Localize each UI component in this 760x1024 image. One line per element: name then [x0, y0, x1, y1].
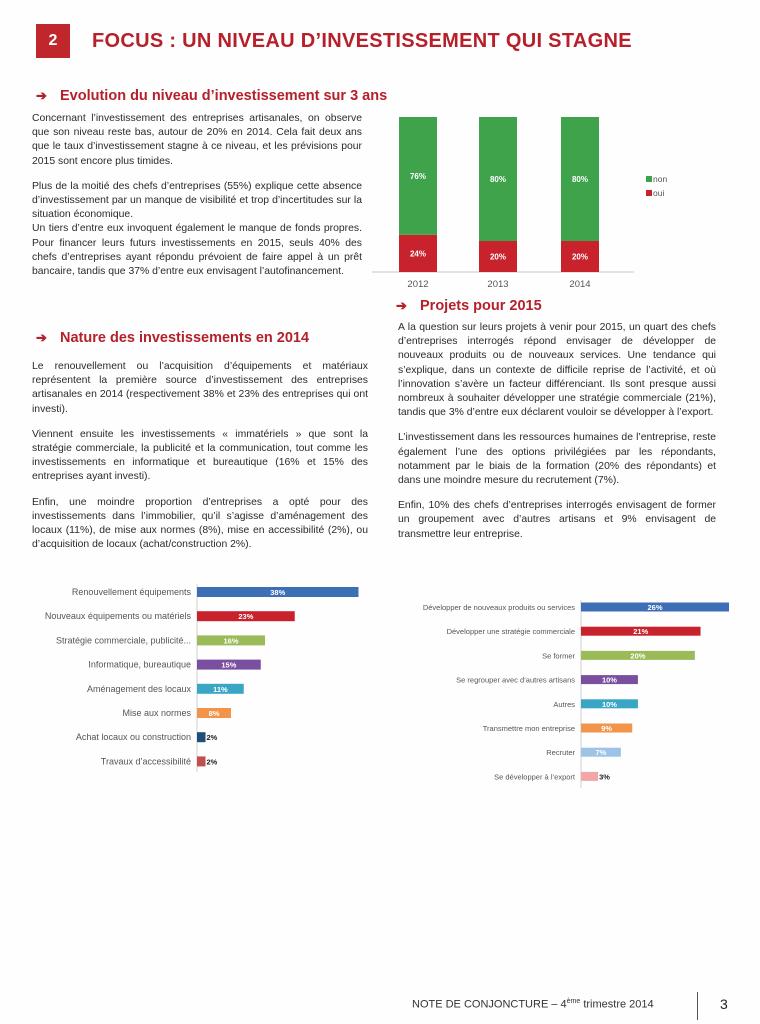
data-label: 15% [221, 660, 237, 670]
category-label: Achat locaux ou construction [75, 732, 191, 743]
page-number: 3 [720, 996, 728, 1012]
category-label: Se développer à l’export [494, 772, 575, 782]
data-label: 80% [571, 175, 589, 184]
paragraph: Enfin, 10% des chefs d’entreprises interrogés envisagent de former un groupement avec d’autres artisans et 9% envisagent de transmettre leur entreprise. [398, 500, 716, 540]
category-label: Développer de nouveaux produits ou services [422, 603, 575, 612]
data-label: 26% [647, 603, 663, 612]
category-label: Aménagement des locaux [86, 683, 191, 694]
section-heading-nature [36, 330, 309, 346]
footer-note-prefix: NOTE DE CONJONCTURE – 4 [412, 998, 567, 1011]
x-tick-label: 2014 [569, 279, 591, 290]
section-heading-evolution-text: Evolution du niveau d’investissement sur 3 ans [60, 88, 388, 104]
arrow-right-icon: ➔ [396, 298, 407, 313]
bar [197, 756, 206, 766]
data-label: 80% [489, 175, 507, 184]
category-label: Renouvellement équipements [71, 587, 191, 597]
arrow-right-icon: ➔ [36, 330, 47, 345]
evolution-text [32, 112, 362, 290]
data-label: 23% [238, 612, 254, 622]
paragraph: Concernant l’investissement des entreprises artisanales, on observe que son niveau reste bas, autour de 20% en 2014. Cela fait deux ans que le taux d’investissement stagne à ce niveau, et les prévisions pour 2015 sont encore plus timides. [32, 113, 362, 167]
data-label: 76% [409, 171, 427, 181]
section-heading-nature-text: Nature des investissements en 2014 [60, 330, 310, 346]
data-label: 10% [601, 675, 617, 685]
paragraph: L’investissement dans les ressources humaines de l’entreprise, reste également l’une des options privilégiées par les répondants, notamment par le biais de la formation (20% des répondants) et dans une moindre mesure du recrutement (7%). [398, 432, 716, 487]
data-label: 7% [595, 748, 607, 758]
data-label: 8% [208, 709, 220, 718]
category-label: Développer une stratégie commerciale [446, 627, 575, 637]
x-tick-label: 2012 [407, 279, 429, 290]
stacked-bar-chart [372, 110, 692, 295]
footer-divider [697, 992, 698, 1020]
legend-label: non [653, 174, 668, 184]
legend-swatch-non [646, 176, 652, 182]
data-label: 20% [571, 252, 589, 262]
data-label: 3% [599, 772, 610, 782]
page-title: FOCUS : UN NIVEAU D’INVESTISSEMENT QUI STAGNE [92, 30, 632, 52]
paragraph: Plus de la moitié des chefs d’entreprises (55%) explique cette absence d’investissement par un manque de visibilité et trop d’incertitudes sur la situation économique. [32, 180, 362, 221]
data-label: 20% [630, 651, 646, 661]
category-label: Transmettre mon entreprise [482, 724, 575, 733]
bar [581, 772, 598, 781]
nature-investissements-bar-chart [20, 582, 370, 772]
paragraph: Un tiers d’entre eux invoquent également le manque de fonds propres. Pour financer leurs futurs investissements en 2015, seuls 40% des chefs d’entreprises ayant répondu prévoient de faire appel à un prêt bancaire, tandis que 37% d’entre eux envisagent l’autofinancement. [32, 223, 362, 278]
paragraph: A la question sur leurs projets à venir pour 2015, un quart des chefs d’entreprises interrogés répond envisager de développer de nouveaux produits ou de nouveaux services. Une tendance qui s’explique, dans un contexte de difficile reprise de l’activité, et où l’innovation s’avère un facteur différenciant. Ils sont presque aussi nombreux à souhaiter développer une stratégie commerciale (21%), tandis que 3% d’entre eux déclarent vouloir se développer à l’export. [398, 322, 716, 419]
data-label: 16% [223, 636, 239, 646]
footer-note-superscript: ème [566, 998, 581, 1005]
category-label: Informatique, bureautique [88, 659, 191, 670]
bar [197, 732, 206, 742]
data-label: 21% [633, 627, 649, 637]
footer-note-suffix: trimestre 2014 [580, 998, 654, 1011]
data-label: 11% [213, 684, 228, 694]
paragraph: Le renouvellement ou l’acquisition d’équipements et matériaux représentent la première source d’investissement des entreprises artisanales en 2014 (respectivement 38% et 23% des entreprises qui ont investi). [32, 361, 368, 415]
category-label: Stratégie commerciale, publicité... [55, 635, 191, 646]
section-heading-projets-text: Projets pour 2015 [420, 298, 542, 314]
data-label: 24% [409, 249, 427, 259]
projets-text [398, 321, 716, 553]
data-label: 20% [489, 252, 507, 262]
category-label: Se former [542, 651, 575, 661]
category-label: Recruter [546, 748, 575, 758]
category-label: Travaux d’accessibilité [100, 756, 191, 767]
category-label: Nouveaux équipements ou matériels [44, 611, 191, 622]
legend-swatch-oui [646, 190, 652, 196]
data-label: 10% [601, 699, 617, 709]
section-heading-evolution [36, 88, 387, 104]
paragraph: Viennent ensuite les investissements « immatériels » que sont la stratégie commerciale, la publicité et la communication, tout comme les investissements en informatique et bureautique (16% et 15% des entreprises ayant investi). [32, 428, 368, 483]
category-label: Autres [553, 699, 575, 709]
footer-note [412, 998, 654, 1011]
category-label: Se regrouper avec d’autres artisans [456, 675, 575, 685]
legend-label: oui [653, 188, 665, 198]
arrow-right-icon: ➔ [36, 88, 47, 103]
data-label: 2% [206, 733, 218, 743]
x-tick-label: 2013 [487, 279, 509, 290]
paragraph: Enfin, une moindre proportion d’entreprises a opté pour des investissements dans l’immobilier, qu’il s’agisse d’aménagement des locaux (11%), de mise aux normes (8%), mise en accessibilité (2%), ou d’acquisition de locaux (achat/construction 2%). [32, 496, 368, 551]
projets-2015-bar-chart [376, 598, 736, 788]
data-label: 9% [601, 724, 613, 733]
nature-text [32, 360, 368, 563]
data-label: 38% [270, 588, 286, 597]
category-label: Mise aux normes [122, 708, 191, 718]
data-label: 2% [206, 757, 218, 767]
section-heading-projets [396, 298, 542, 314]
section-number-badge: 2 [36, 24, 70, 58]
